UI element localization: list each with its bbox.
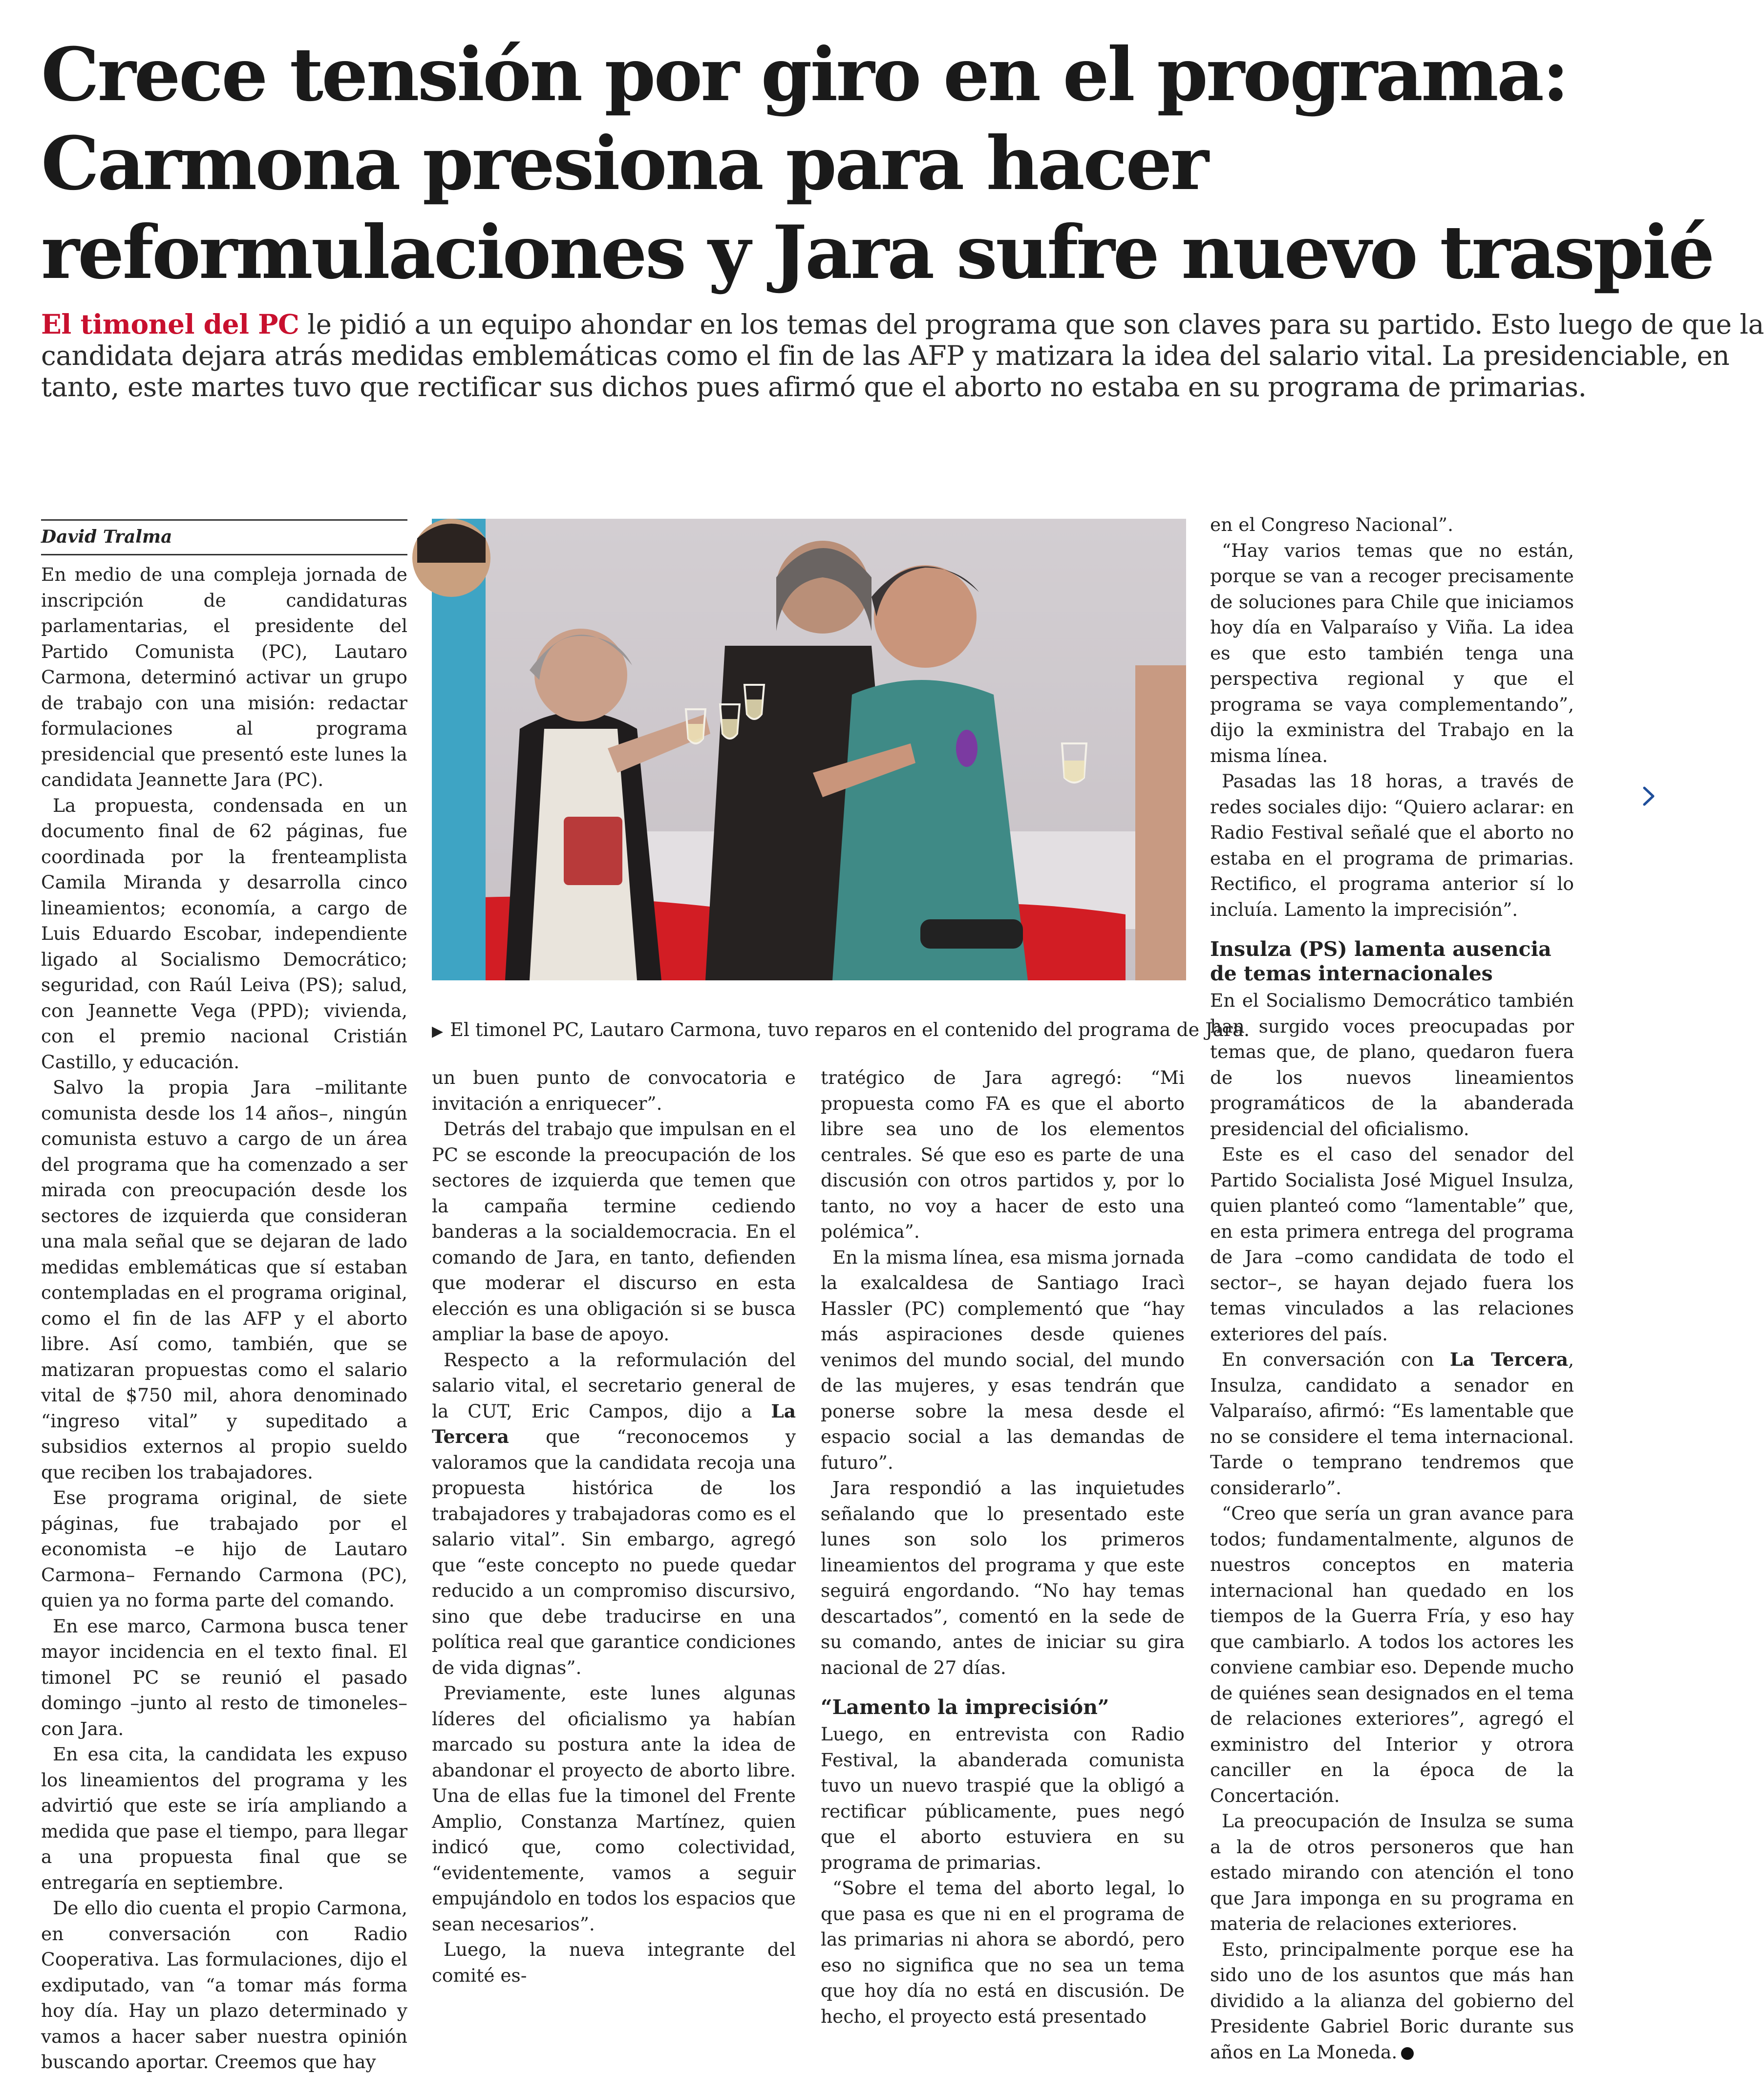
paragraph-text: , Insulza, candidato a senador en Valparaíso, afirmó: “Es lamentable que no se considere el tema internacional. Tarde o temprano tendremos que considerarlo”. <box>1210 1349 1574 1499</box>
paragraph: “Sobre el tema del aborto legal, lo que pasa es que ni en el programa de las primarias ni ahora se abordó, pero eso no significa que no sea un tema que hoy día no está en discusión. De hecho, el proyecto está presentado <box>821 1877 1185 2027</box>
article-column-4 <box>1210 512 1574 2063</box>
deck-text: le pidió a un equipo ahondar en los temas del programa que son claves para su partido. Esto luego de que la <box>299 309 1764 340</box>
paragraph: La preocupación de Insulza se suma a la de otros personeros que han estado mirando con atención el tono que Jara imponga en su programa en materia de relaciones exteriores. <box>1210 1810 1574 1934</box>
paragraph: tratégico de Jara agregó: “Mi propuesta como FA es que el aborto libre sea uno de los elementos centrales. Sé que eso es parte de una discusión con otros partidos y, por lo tanto, no voy a hacer de esto una polémica”. <box>821 1067 1185 1242</box>
subheading: “Lamento la imprecisión” <box>821 1695 1109 1719</box>
headline-line: Carmona presiona para hacer <box>41 121 1207 207</box>
paragraph: Pasadas las 18 horas, a través de redes sociales dijo: “Quiero aclarar: en Radio Festival señalé que el aborto no estaba en el programa de primarias. Rectifico, el programa anterior sí lo incluía. Lamento la imprecisión”. <box>1210 770 1574 920</box>
paragraph <box>1210 1937 1574 2065</box>
byline: David Tralma <box>41 519 407 555</box>
subheading: Insulza (PS) lamenta ausencia de temas internacionales <box>1210 937 1551 985</box>
paragraph: En la misma línea, esa misma jornada la exalcaldesa de Santiago Iracì Hassler (PC) complementó que “hay más aspiraciones desde quienes venimos del mundo social, del mundo de las mujeres, y esas tendrán que ponerse sobre la mesa desde el espacio social a las demandas de futuro”. <box>821 1246 1185 1473</box>
paragraph: “Hay varios temas que no están, porque se van a recoger precisamente de soluciones para Chile que iniciamos hoy día en Valparaíso y Viña. La idea es que esto también tenga una perspectiva regional y que el programa se vaya complementando”, dijo la exministra del Trabajo en la misma línea. <box>1210 539 1574 766</box>
paragraph: en el Congreso Nacional”. <box>1210 514 1453 535</box>
paragraph: En medio de una compleja jornada de inscripción de candidaturas parlamentarias, el presidente del Partido Comunista (PC), Lautaro Carmona, determinó activar un grupo de trabajo con una misión: redactar formulaciones al programa presidencial que presentó este lunes la candidata Jeannette Jara (PC). <box>41 564 407 790</box>
deck <box>41 308 1764 402</box>
paragraph: Luego, en entrevista con Radio Festival, la abanderada comunista tuvo un nuevo traspié que la obligó a rectificar públicamente, pues negó que el aborto estuviera en su programa de primarias. <box>821 1723 1185 1873</box>
deck-line: candidata dejara atrás medidas emblemáticas como el fin de las AFP y matizara la idea del salario vital. La presidenciable, en <box>41 340 1730 371</box>
news-photo <box>432 519 1186 980</box>
article-column-1 <box>41 562 407 2073</box>
article-column-2 <box>432 1065 796 1986</box>
paragraph: Detrás del trabajo que impulsan en el PC se esconde la preocupación de los sectores de izquierda que temen que la campaña termine cediendo banderas a la socialdemocracia. En el comando de Jara, en tanto, defienden que moderar el discurso en esta elección es una obligación si se busca ampliar la base de apoyo. <box>432 1118 796 1345</box>
paragraph-text: Esto, principalmente porque ese ha sido uno de los asuntos que más han dividido a la alianza del gobierno del Presidente Gabriel Boric durante sus años en La Moneda. <box>1210 1938 1574 2063</box>
paragraph-text: En conversación con <box>1222 1349 1450 1370</box>
headline-line: Crece tensión por giro en el programa: <box>41 32 1568 118</box>
photo-caption <box>432 1018 1250 1043</box>
paragraph-text: que “reconocemos y valoramos que la candidata recoja una propuesta histórica de los trabajadores y trabajadoras como es el salario vital”. Sin embargo, agregó que “este concepto no puede quedar reducido a un compromiso discursivo, sino que debe traducirse en una política real que garantice condiciones de vida dignas”. <box>432 1426 796 1678</box>
paragraph: De ello dio cuenta el propio Carmona, en conversación con Radio Cooperativa. Las formulaciones, dijo el exdiputado, van “a tomar más forma hoy día. Hay un plazo determinado y vamos a hacer saber nuestra opinión buscando aportar. Creemos que hay <box>41 1897 407 2073</box>
deck-line: tanto, este martes tuvo que rectificar sus dichos pues afirmó que el aborto no estaba en su programa de primarias. <box>41 371 1587 402</box>
paragraph: Previamente, este lunes algunas líderes del oficialismo ya habían marcado su postura ante la idea de abandonar el proyecto de aborto libre. Una de ellas fue la timonel del Frente Amplio, Constanza Martínez, quien indicó que, como colectividad, “evidentemente, vamos a seguir empujándolo en todos los espacios que sean necesarios”. <box>432 1682 796 1935</box>
caption-text: El timonel PC, Lautaro Carmona, tuvo reparos en el contenido del programa de Jara. <box>450 1019 1250 1040</box>
paragraph <box>1210 1347 1574 1501</box>
paragraph: un buen punto de convocatoria e invitación a enriquecer”. <box>432 1067 796 1114</box>
publication-name: La Tercera <box>1449 1349 1569 1370</box>
end-of-article-mark <box>1401 2047 1414 2060</box>
deck-lead: El timonel del PC <box>41 308 299 340</box>
paragraph: En esa cita, la candidata les expuso los lineamientos del programa y les advirtió que este se iría ampliando a medida que pase el tiempo, para llegar a una propuesta final que se entregaría en septiembre. <box>41 1743 407 1893</box>
deck-line <box>41 308 1764 340</box>
caption-marker-icon: ▶ <box>432 1023 444 1040</box>
paragraph: “Creo que sería un gran avance para todos; fundamentalmente, algunos de nuestros conceptos en materia internacional han quedado en los tiempos de la Guerra Fría, y eso hay que cambiarlo. A todos los actores les conviene cambiar eso. Depende mucho de quiénes sean designados en el tema de relaciones exteriores”, agregó el exministro del Interior y otrora canciller en la época de la Concertación. <box>1210 1503 1574 1806</box>
headline <box>41 30 1713 297</box>
paragraph: Luego, la nueva integrante del comité es- <box>432 1939 796 1986</box>
paragraph: Este es el caso del senador del Partido Socialista José Miguel Insulza, quien planteó como “lamentable” que, en esta primera entrega del programa de Jara –como candidata de todo el sector–, se hayan dejado fuera los temas vinculados a las relaciones exteriores del país. <box>1210 1143 1574 1345</box>
paragraph: Salvo la propia Jara –militante comunista desde los 14 años–, ningún comunista estuvo a cargo de un área del programa que ha comenzado a ser mirada con preocupación desde los sectores de izquierda que consideran una mala señal que se dejaran de lado medidas emblemáticas que sí estaban contempladas en el programa original, como el fin de las AFP y el aborto libre. Así como, también, que se matizaran propuestas como el salario vital de $750 mil, ahora denominado “ingreso vital” y supeditado a subsidios externos al propio sueldo que reciben los trabajadores. <box>41 1077 407 1483</box>
paragraph: Jara respondió a las inquietudes señalando que lo presentado este lunes son solo los primeros lineamientos del programa y que este seguirá engordando. “No hay temas descartados”, comentó en la sede de su comando, antes de iniciar su gira nacional de 27 días. <box>821 1477 1185 1678</box>
paragraph: Ese programa original, de siete páginas, fue trabajado por el economista –e hijo de Lautaro Carmona– Fernando Carmona (PC), quien ya no forma parte del comando. <box>41 1487 407 1611</box>
paragraph: En ese marco, Carmona busca tener mayor incidencia en el texto final. El timonel PC se reunió el pasado domingo –junto al resto de timoneles– con Jara. <box>41 1615 407 1739</box>
publication-name: La Tercera <box>432 1400 796 1447</box>
paragraph <box>432 1347 796 1681</box>
article-column-3 <box>821 1065 1185 2027</box>
chevron-right-icon[interactable] <box>1636 784 1661 808</box>
paragraph-text: Respecto a la reformulación del salario vital, el secretario general de la CUT, Eric Campos, dijo a <box>432 1349 796 1422</box>
headline-line: reformulaciones y Jara sufre nuevo traspié <box>41 210 1713 296</box>
paragraph: En el Socialismo Democrático también han surgido voces preocupadas por temas que, de plano, quedaron fuera de los nuevos lineamientos programáticos de la abanderada presidencial del oficialismo. <box>1210 990 1574 1140</box>
paragraph: La propuesta, condensada en un documento final de 62 páginas, fue coordinada por la frenteamplista Camila Miranda y desarrolla cinco lineamientos; economía, a cargo de Luis Eduardo Escobar, independiente ligado al Socialismo Democrático; seguridad, con Raúl Leiva (PS); salud, con Jeannette Vega (PPD); vivienda, con el premio nacional Cristián Castillo, y educación. <box>41 794 407 1073</box>
